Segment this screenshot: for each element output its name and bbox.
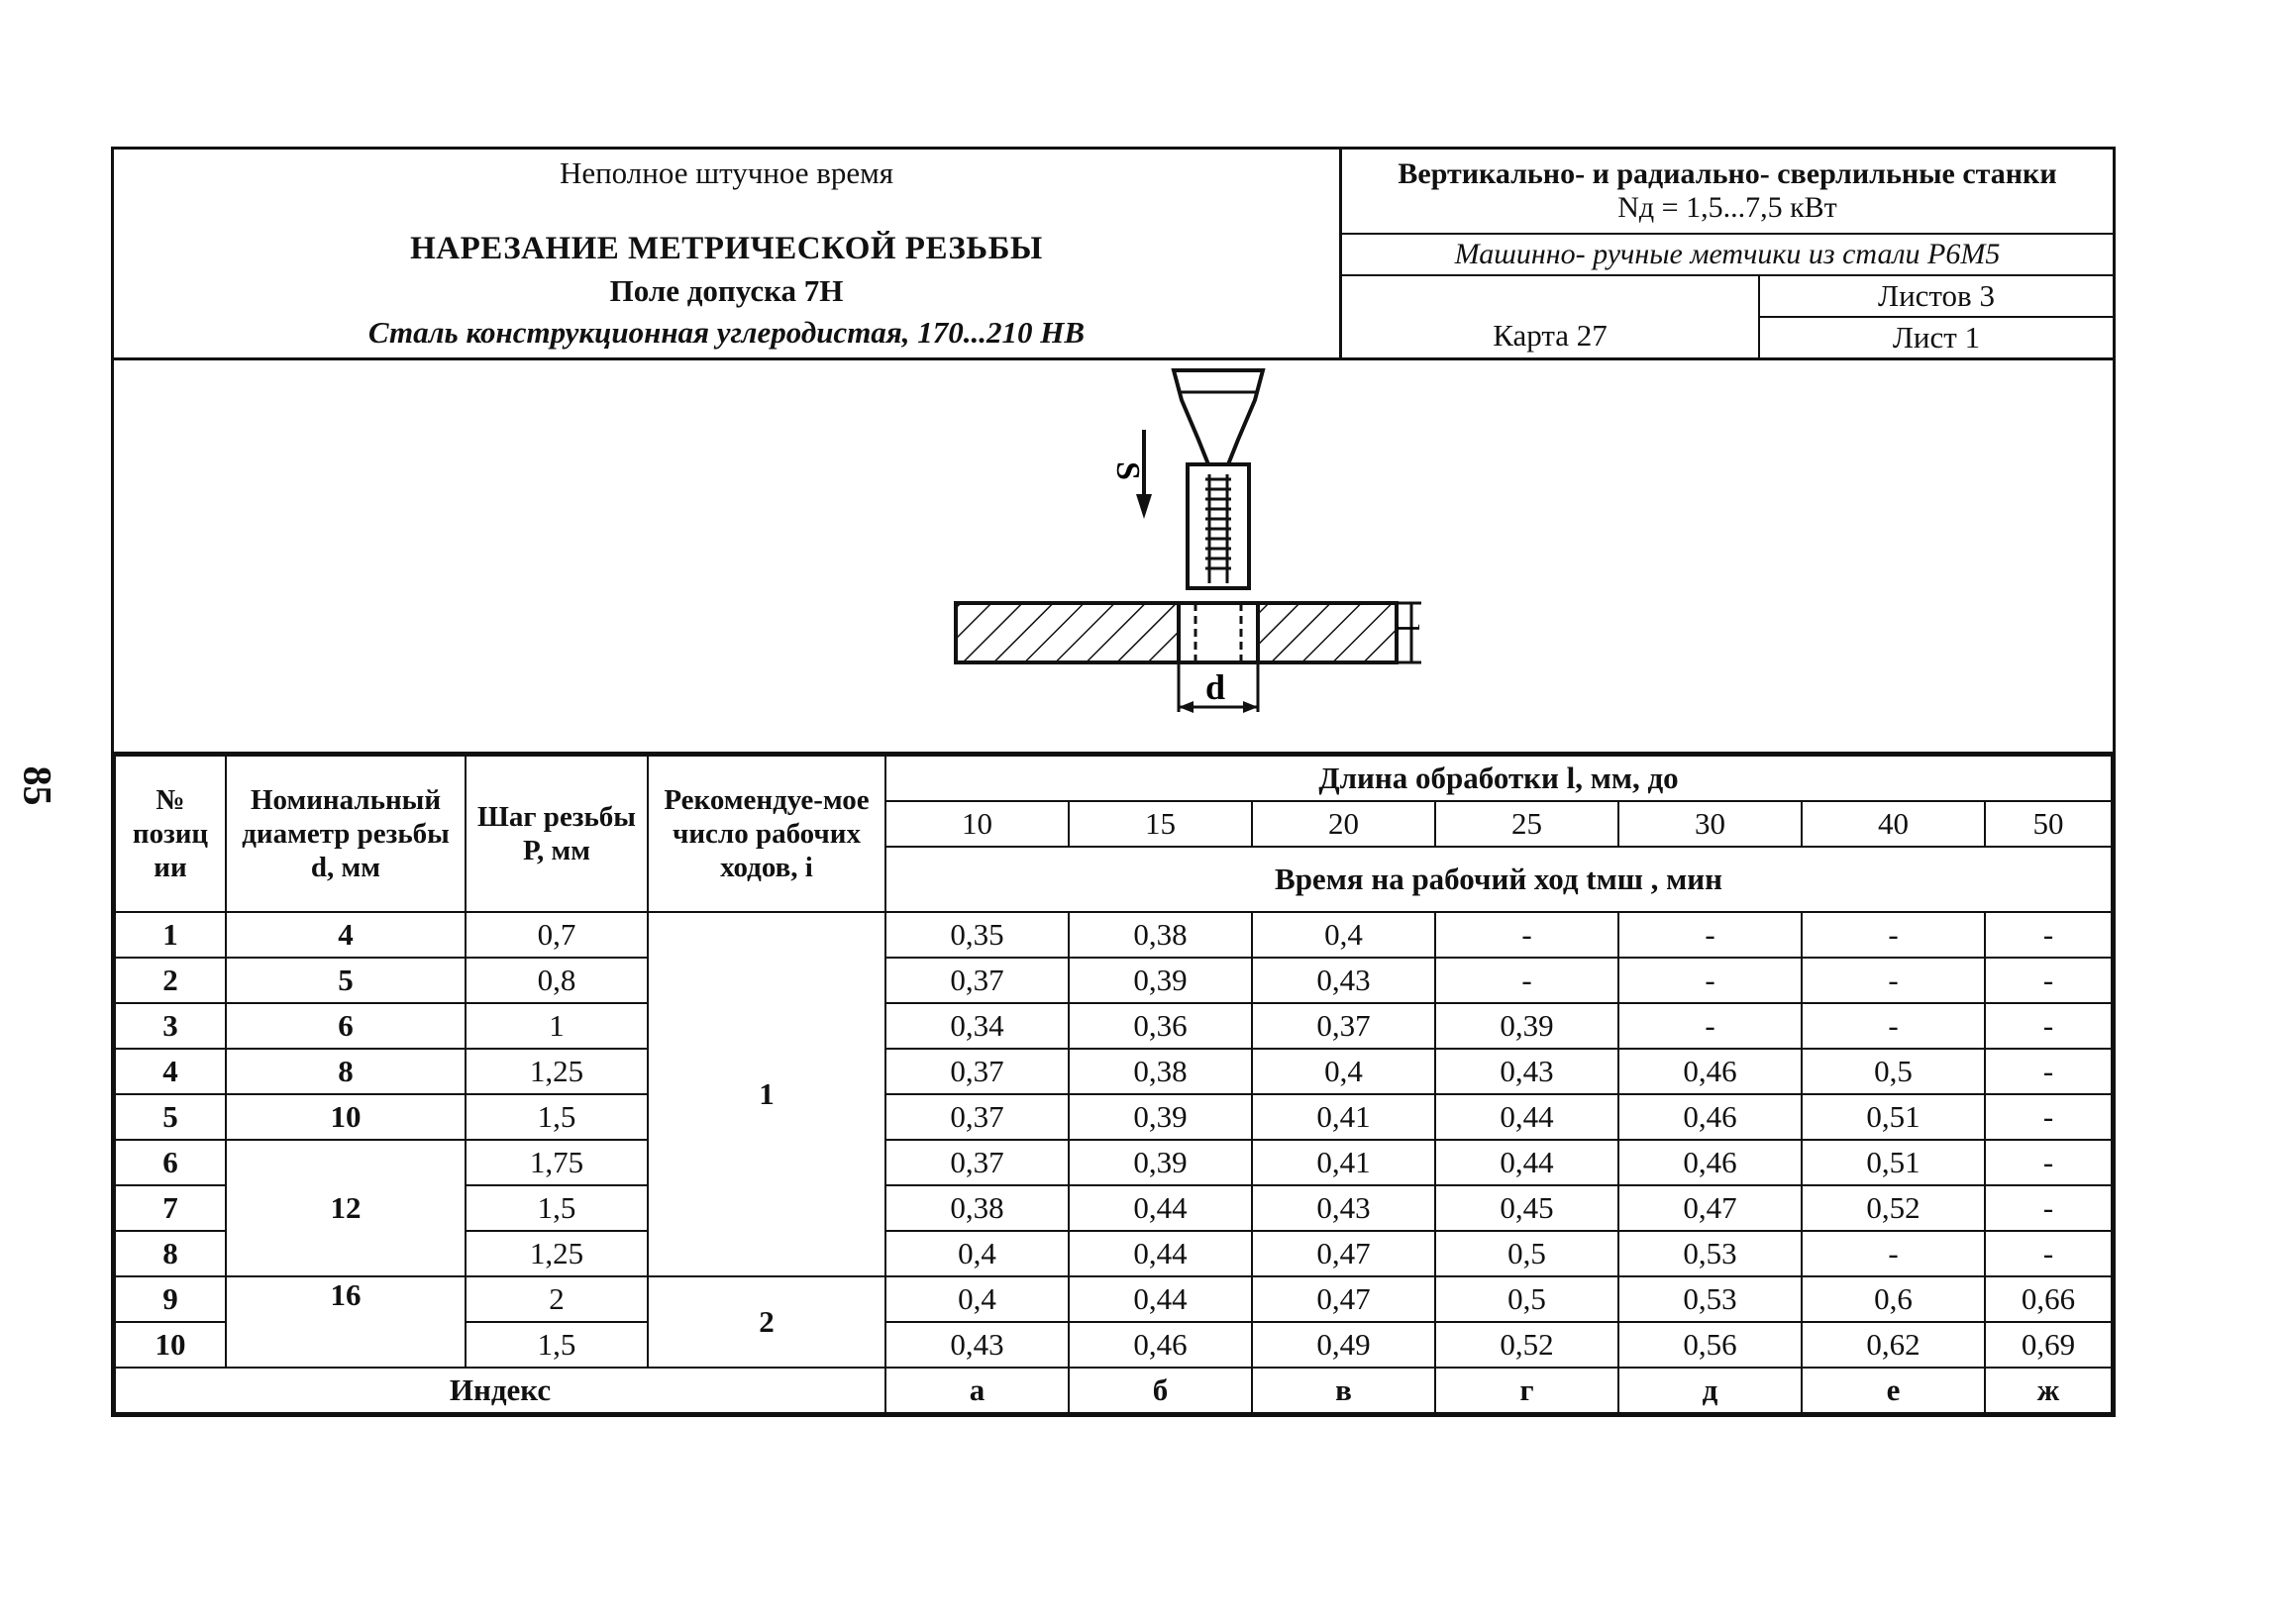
cell: 0,53 xyxy=(1618,1276,1802,1322)
cell: 0,51 xyxy=(1802,1094,1985,1140)
row-position: 6 xyxy=(115,1140,226,1185)
length-10: 10 xyxy=(885,801,1069,847)
cell: - xyxy=(1985,1185,2112,1231)
table-row xyxy=(115,912,2112,958)
feed-label: S xyxy=(1109,461,1146,480)
tool-label: Машинно- ручные метчики из стали Р6М5 xyxy=(1342,235,2113,276)
col-passes: Рекомендуе-мое число рабочих ходов, i xyxy=(648,756,885,912)
card-header xyxy=(114,150,2113,360)
cell: - xyxy=(1802,1003,1985,1049)
cell: 0,52 xyxy=(1802,1185,1985,1231)
row-diameter: 16 xyxy=(226,1276,466,1368)
cell: 0,46 xyxy=(1618,1140,1802,1185)
cell: - xyxy=(1985,1094,2112,1140)
cell: 0,66 xyxy=(1985,1276,2112,1322)
cell: 0,37 xyxy=(885,1140,1069,1185)
cell: - xyxy=(1985,1049,2112,1094)
row-pitch: 1,75 xyxy=(466,1140,648,1185)
row-pitch: 2 xyxy=(466,1276,648,1322)
length-40: 40 xyxy=(1802,801,1985,847)
cell: 0,38 xyxy=(1069,1049,1252,1094)
time-table xyxy=(114,755,2113,1414)
cell: 0,47 xyxy=(1252,1231,1435,1276)
row-diameter: 10 xyxy=(226,1094,466,1140)
cell: 0,37 xyxy=(885,1094,1069,1140)
time-header: Время на рабочий ход tмш , мин xyxy=(885,847,2112,912)
cell: - xyxy=(1802,912,1985,958)
table-row xyxy=(115,958,2112,1003)
power-label: Nд = 1,5...7,5 кВт xyxy=(1617,191,1837,224)
cell: 0,38 xyxy=(1069,912,1252,958)
cell: 0,47 xyxy=(1618,1185,1802,1231)
cell: 0,39 xyxy=(1069,958,1252,1003)
cell: 0,56 xyxy=(1618,1322,1802,1368)
cell: 0,44 xyxy=(1069,1185,1252,1231)
cell: 0,41 xyxy=(1252,1094,1435,1140)
cell: 0,43 xyxy=(1435,1049,1618,1094)
passes-2: 2 xyxy=(648,1276,885,1368)
cell: 0,39 xyxy=(1435,1003,1618,1049)
table-row xyxy=(115,1049,2112,1094)
info-block xyxy=(1342,150,2113,357)
cell: - xyxy=(1802,1231,1985,1276)
cell: 0,37 xyxy=(885,958,1069,1003)
tap-diagram-icon xyxy=(946,370,1426,737)
cell: 0,49 xyxy=(1252,1322,1435,1368)
row-pitch: 1,5 xyxy=(466,1094,648,1140)
tolerance: Поле допуска 7Н xyxy=(609,273,844,308)
cell: 0,37 xyxy=(1252,1003,1435,1049)
cell: 0,4 xyxy=(885,1276,1069,1322)
cell: 0,5 xyxy=(1435,1231,1618,1276)
row-diameter: 12 xyxy=(226,1140,466,1276)
cell: 0,53 xyxy=(1618,1231,1802,1276)
cell: - xyxy=(1435,912,1618,958)
row-position: 3 xyxy=(115,1003,226,1049)
cell: 0,69 xyxy=(1985,1322,2112,1368)
subtitle: Неполное штучное время xyxy=(559,155,894,190)
passes-1: 1 xyxy=(648,912,885,1276)
col-pitch: Шаг резьбы Р, мм xyxy=(466,756,648,912)
cell: 0,44 xyxy=(1069,1276,1252,1322)
col-position: № позиц ии xyxy=(115,756,226,912)
row-diameter: 8 xyxy=(226,1049,466,1094)
cell: - xyxy=(1985,1140,2112,1185)
cell: 0,52 xyxy=(1435,1322,1618,1368)
cell: 0,4 xyxy=(1252,1049,1435,1094)
row-diameter: 6 xyxy=(226,1003,466,1049)
cell: 0,45 xyxy=(1435,1185,1618,1231)
cell: - xyxy=(1985,958,2112,1003)
diameter-label: d xyxy=(1205,667,1226,707)
row-position: 10 xyxy=(115,1322,226,1368)
length-30: 30 xyxy=(1618,801,1802,847)
cell: 0,39 xyxy=(1069,1094,1252,1140)
cell: 0,41 xyxy=(1252,1140,1435,1185)
length-header: Длина обработки l, мм, до xyxy=(885,756,2112,801)
cell: - xyxy=(1435,958,1618,1003)
cell: 0,43 xyxy=(1252,958,1435,1003)
row-position: 1 xyxy=(115,912,226,958)
cell: - xyxy=(1618,912,1802,958)
cell: - xyxy=(1985,1003,2112,1049)
row-position: 7 xyxy=(115,1185,226,1231)
page-title: НАРЕЗАНИЕ МЕТРИЧЕСКОЙ РЕЗЬБЫ xyxy=(410,231,1043,266)
cell: 0,46 xyxy=(1618,1094,1802,1140)
norm-card xyxy=(111,147,2116,1417)
row-position: 8 xyxy=(115,1231,226,1276)
row-pitch: 1,25 xyxy=(466,1049,648,1094)
cell: 0,5 xyxy=(1802,1049,1985,1094)
row-position: 2 xyxy=(115,958,226,1003)
cell: 0,44 xyxy=(1069,1231,1252,1276)
row-position: 9 xyxy=(115,1276,226,1322)
length-label: l xyxy=(1391,624,1426,633)
index-cell: д xyxy=(1618,1368,1802,1413)
row-pitch: 1,5 xyxy=(466,1185,648,1231)
row-pitch: 1 xyxy=(466,1003,648,1049)
cell: 0,46 xyxy=(1618,1049,1802,1094)
tapping-sketch xyxy=(114,360,2113,755)
cell: 0,44 xyxy=(1435,1140,1618,1185)
cell: 0,43 xyxy=(1252,1185,1435,1231)
cell: 0,4 xyxy=(885,1231,1069,1276)
cell: 0,36 xyxy=(1069,1003,1252,1049)
card-number: Карта 27 xyxy=(1342,276,1760,357)
cell: 0,43 xyxy=(885,1322,1069,1368)
length-20: 20 xyxy=(1252,801,1435,847)
cell: 0,62 xyxy=(1802,1322,1985,1368)
cell: 0,44 xyxy=(1435,1094,1618,1140)
index-label: Индекс xyxy=(115,1368,885,1413)
cell: - xyxy=(1985,1231,2112,1276)
sheet-info xyxy=(1760,276,2113,357)
col-diameter: Номинальный диаметр резьбы d, мм xyxy=(226,756,466,912)
cell: 0,5 xyxy=(1435,1276,1618,1322)
row-position: 4 xyxy=(115,1049,226,1094)
title-block xyxy=(114,150,1342,357)
row-diameter: 5 xyxy=(226,958,466,1003)
cell: - xyxy=(1618,1003,1802,1049)
cell: - xyxy=(1618,958,1802,1003)
cell: 0,46 xyxy=(1069,1322,1252,1368)
index-cell: б xyxy=(1069,1368,1252,1413)
length-25: 25 xyxy=(1435,801,1618,847)
cell: 0,47 xyxy=(1252,1276,1435,1322)
cell: 0,39 xyxy=(1069,1140,1252,1185)
index-row xyxy=(115,1368,2112,1413)
table-row xyxy=(115,1276,2112,1322)
cell: 0,6 xyxy=(1802,1276,1985,1322)
cell: 0,4 xyxy=(1252,912,1435,958)
row-diameter: 4 xyxy=(226,912,466,958)
index-cell: ж xyxy=(1985,1368,2112,1413)
row-pitch: 0,7 xyxy=(466,912,648,958)
sheet-number: Лист 1 xyxy=(1892,320,1981,355)
machine-label: Вертикально- и радиально- сверлильные станки xyxy=(1398,157,2057,190)
cell: - xyxy=(1802,958,1985,1003)
cell: 0,37 xyxy=(885,1049,1069,1094)
machine-type xyxy=(1342,150,2113,235)
material: Сталь конструкционная углеродистая, 170...210 НВ xyxy=(367,315,1086,350)
row-pitch: 0,8 xyxy=(466,958,648,1003)
table-row xyxy=(115,1140,2112,1185)
index-cell: а xyxy=(885,1368,1069,1413)
row-position: 5 xyxy=(115,1094,226,1140)
cell: 0,35 xyxy=(885,912,1069,958)
cell: - xyxy=(1985,912,2112,958)
length-50: 50 xyxy=(1985,801,2112,847)
index-cell: г xyxy=(1435,1368,1618,1413)
cell: 0,34 xyxy=(885,1003,1069,1049)
cell: 0,51 xyxy=(1802,1140,1985,1185)
row-pitch: 1,5 xyxy=(466,1322,648,1368)
index-cell: в xyxy=(1252,1368,1435,1413)
table-row xyxy=(115,1094,2112,1140)
sheets-total: Листов 3 xyxy=(1760,276,2113,318)
page-number: 85 xyxy=(15,765,60,806)
card-info xyxy=(1342,276,2113,357)
length-15: 15 xyxy=(1069,801,1252,847)
table-row xyxy=(115,1003,2112,1049)
row-pitch: 1,25 xyxy=(466,1231,648,1276)
index-cell: е xyxy=(1802,1368,1985,1413)
cell: 0,38 xyxy=(885,1185,1069,1231)
